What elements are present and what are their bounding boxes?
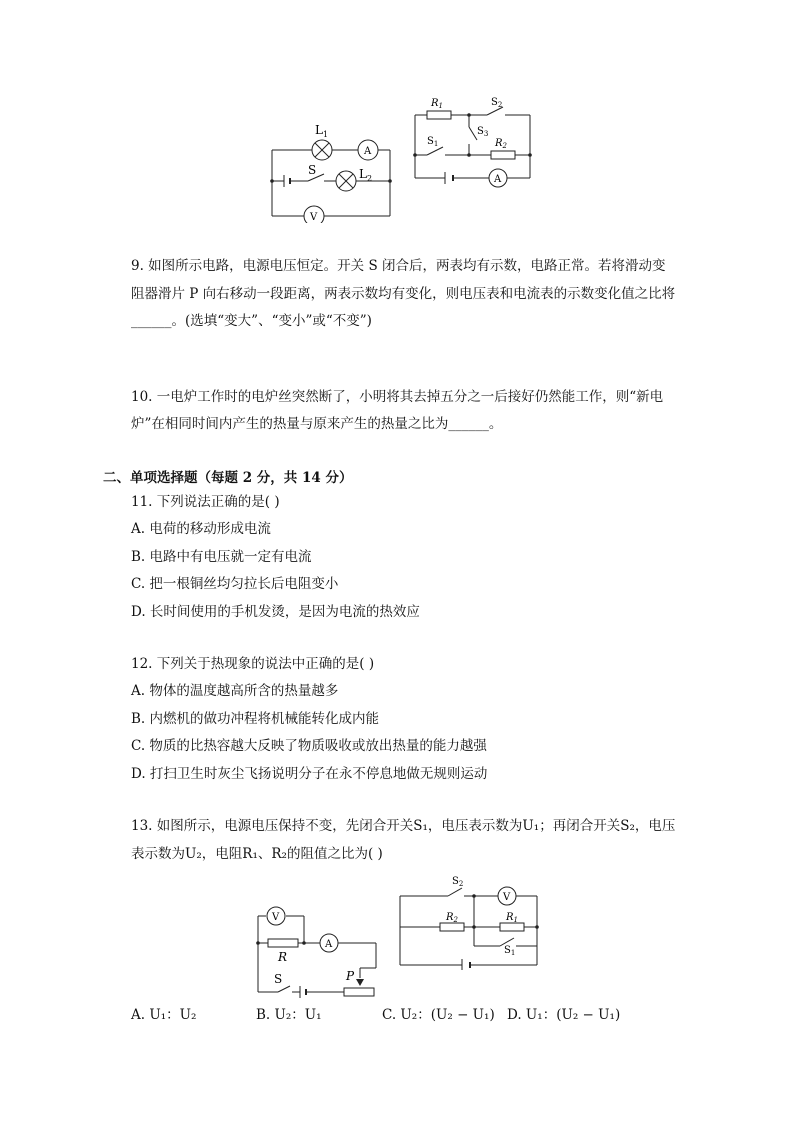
q12-stem: 12. 下列关于热现象的说法中正确的是( ) xyxy=(131,656,375,672)
q12-option-b: B. 内燃机的做功冲程将机械能转化成内能 xyxy=(131,711,380,727)
label-s: S xyxy=(308,163,317,177)
q9-line1: 9. 如图所示电路，电源电压恒定。开关 S 闭合后，两表均有示数，电路正常。若将滑动变 xyxy=(131,258,666,274)
q9-line2: 阻器滑片 P 向右移动一段距离，两表示数均有变化，则电压表和电流表的示数变化值之比将 xyxy=(131,286,676,302)
q12-option-a: A. 物体的温度越高所含的热量越多 xyxy=(131,683,339,699)
q13-option-c: C. U₂：(U₂ − U₁) xyxy=(382,1007,495,1023)
section-heading: 二、单项选择题（每题 2 分，共 14 分） xyxy=(103,470,353,486)
label-l2: $L_2$ xyxy=(359,167,373,183)
q13-line2: 表示数为U₂，电阻R₁、R₂的阻值之比为( ) xyxy=(131,846,383,862)
q9-line3: ______。(选填“变大”、“变小”或“不变”) xyxy=(131,313,372,329)
q13-line1: 13. 如图所示，电源电压保持不变，先闭合开关S₁，电压表示数为U₁；再闭合开关S₂，电压 xyxy=(131,818,676,834)
label-r: R xyxy=(278,950,288,964)
q11-option-a: A. 电荷的移动形成电流 xyxy=(131,521,271,537)
circuit-figure-d xyxy=(392,870,542,970)
q12-option-d: D. 打扫卫生时灰尘飞扬说明分子在永不停息地做无规则运动 xyxy=(131,766,488,782)
q10-line2: 炉”在相同时间内产生的热量与原来产生的热量之比为______。 xyxy=(131,416,503,432)
label-s1: $S_1$ xyxy=(427,136,439,148)
label-r2: $R_2$ xyxy=(495,138,507,150)
q10-line1: 10. 一电炉工作时的电炉丝突然断了，小明将其去掉五分之一后接好仍然能工作，则“新电 xyxy=(131,389,664,405)
label-s: S xyxy=(274,972,283,986)
label-r1: $R_1$ xyxy=(431,98,443,110)
q11-option-c: C. 把一根铜丝均匀拉长后电阻变小 xyxy=(131,576,339,592)
circuit-figure-c xyxy=(248,903,380,1000)
label-r2: $R_2$ xyxy=(446,912,458,924)
q13-option-b: B. U₂：U₁ xyxy=(256,1007,322,1023)
q12-option-c: C. 物质的比热容越大反映了物质吸收或放出热量的能力越强 xyxy=(131,738,487,754)
label-l1: $L_1$ xyxy=(315,123,329,139)
label-p: P xyxy=(346,969,355,983)
label-a: A xyxy=(325,939,333,950)
label-v: V xyxy=(272,912,280,923)
label-v: V xyxy=(503,892,511,903)
lamp-l2-icon xyxy=(336,171,356,191)
q13-option-d: D. U₁：(U₂ − U₁) xyxy=(507,1007,621,1023)
q11-stem: 11. 下列说法正确的是( ) xyxy=(131,494,280,510)
label-r1: $R_1$ xyxy=(506,912,518,924)
circuit-figure-b xyxy=(405,92,540,192)
label-a: A xyxy=(364,146,372,157)
label-a: A xyxy=(494,174,502,185)
label-v: V xyxy=(310,212,318,223)
lamp-l1-icon xyxy=(312,140,332,160)
label-s2: $S_2$ xyxy=(452,876,464,888)
label-s1: $S_1$ xyxy=(504,945,516,957)
q11-option-d: D. 长时间使用的手机发烫，是因为电流的热效应 xyxy=(131,604,420,620)
q11-option-b: B. 电路中有电压就一定有电流 xyxy=(131,549,312,565)
label-s2: $S_2$ xyxy=(491,97,503,109)
q13-option-a: A. U₁：U₂ xyxy=(131,1007,197,1023)
label-s3: $S_3$ xyxy=(477,126,489,138)
circuit-figure-a xyxy=(262,118,402,223)
